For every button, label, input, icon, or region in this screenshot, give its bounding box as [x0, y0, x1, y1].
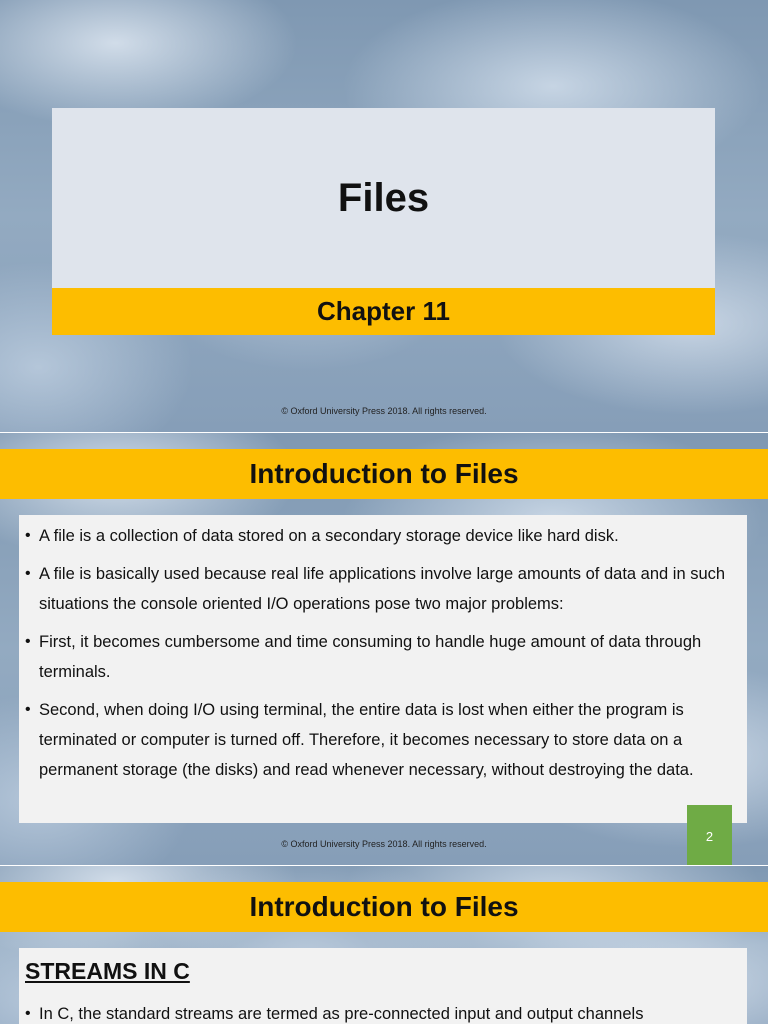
content-box — [19, 948, 747, 1024]
slide-3 — [0, 866, 768, 1024]
bullet-item — [25, 695, 735, 785]
slide-heading: Introduction to Files — [249, 891, 519, 922]
bullet-item — [25, 559, 735, 619]
heading-bar — [0, 449, 768, 499]
bullet-text: In C, the standard streams are termed as pre-connected input and output channels — [39, 1005, 644, 1023]
copyright-notice: © Oxford University Press 2018. All rights reserved. — [281, 839, 487, 849]
bullet-dot-icon: • — [25, 701, 31, 718]
bullet-list — [25, 521, 735, 785]
bullet-item — [25, 627, 735, 687]
slide-2 — [0, 433, 768, 865]
bullet-text: First, it becomes cumbersome and time consuming to handle huge amount of data through terminals. — [39, 633, 702, 681]
slide-subtitle: Chapter 11 — [317, 296, 450, 326]
bullet-dot-icon: • — [25, 1005, 31, 1022]
heading-bar — [0, 882, 768, 932]
bullet-list — [25, 999, 735, 1024]
bullet-text: Second, when doing I/O using terminal, the entire data is lost when either the program is terminated or computer is turned off. Therefore, it becomes necessary to store data on a permanent storage (the disks) and read whenever necessary, without destroying the data. — [39, 701, 694, 779]
bullet-text: A file is a collection of data stored on a secondary storage device like hard disk. — [39, 527, 619, 545]
subtitle-bar — [52, 288, 715, 335]
bullet-text: A file is basically used because real life applications involve large amounts of data and in such situations the console oriented I/O operations pose two major problems: — [39, 565, 726, 613]
copyright-notice: © Oxford University Press 2018. All rights reserved. — [281, 406, 487, 416]
bullet-item — [25, 999, 735, 1024]
section-title: STREAMS IN C — [25, 958, 190, 984]
slide-title: Files — [337, 175, 430, 220]
bullet-dot-icon: • — [25, 527, 31, 544]
page-number-badge: 2 — [687, 805, 732, 865]
bullet-dot-icon: • — [25, 633, 31, 650]
slide-heading: Introduction to Files — [249, 458, 519, 489]
slide-1 — [0, 0, 768, 432]
content-box — [19, 515, 747, 823]
bullet-item — [25, 521, 735, 551]
bullet-dot-icon: • — [25, 565, 31, 582]
title-box — [52, 108, 715, 288]
